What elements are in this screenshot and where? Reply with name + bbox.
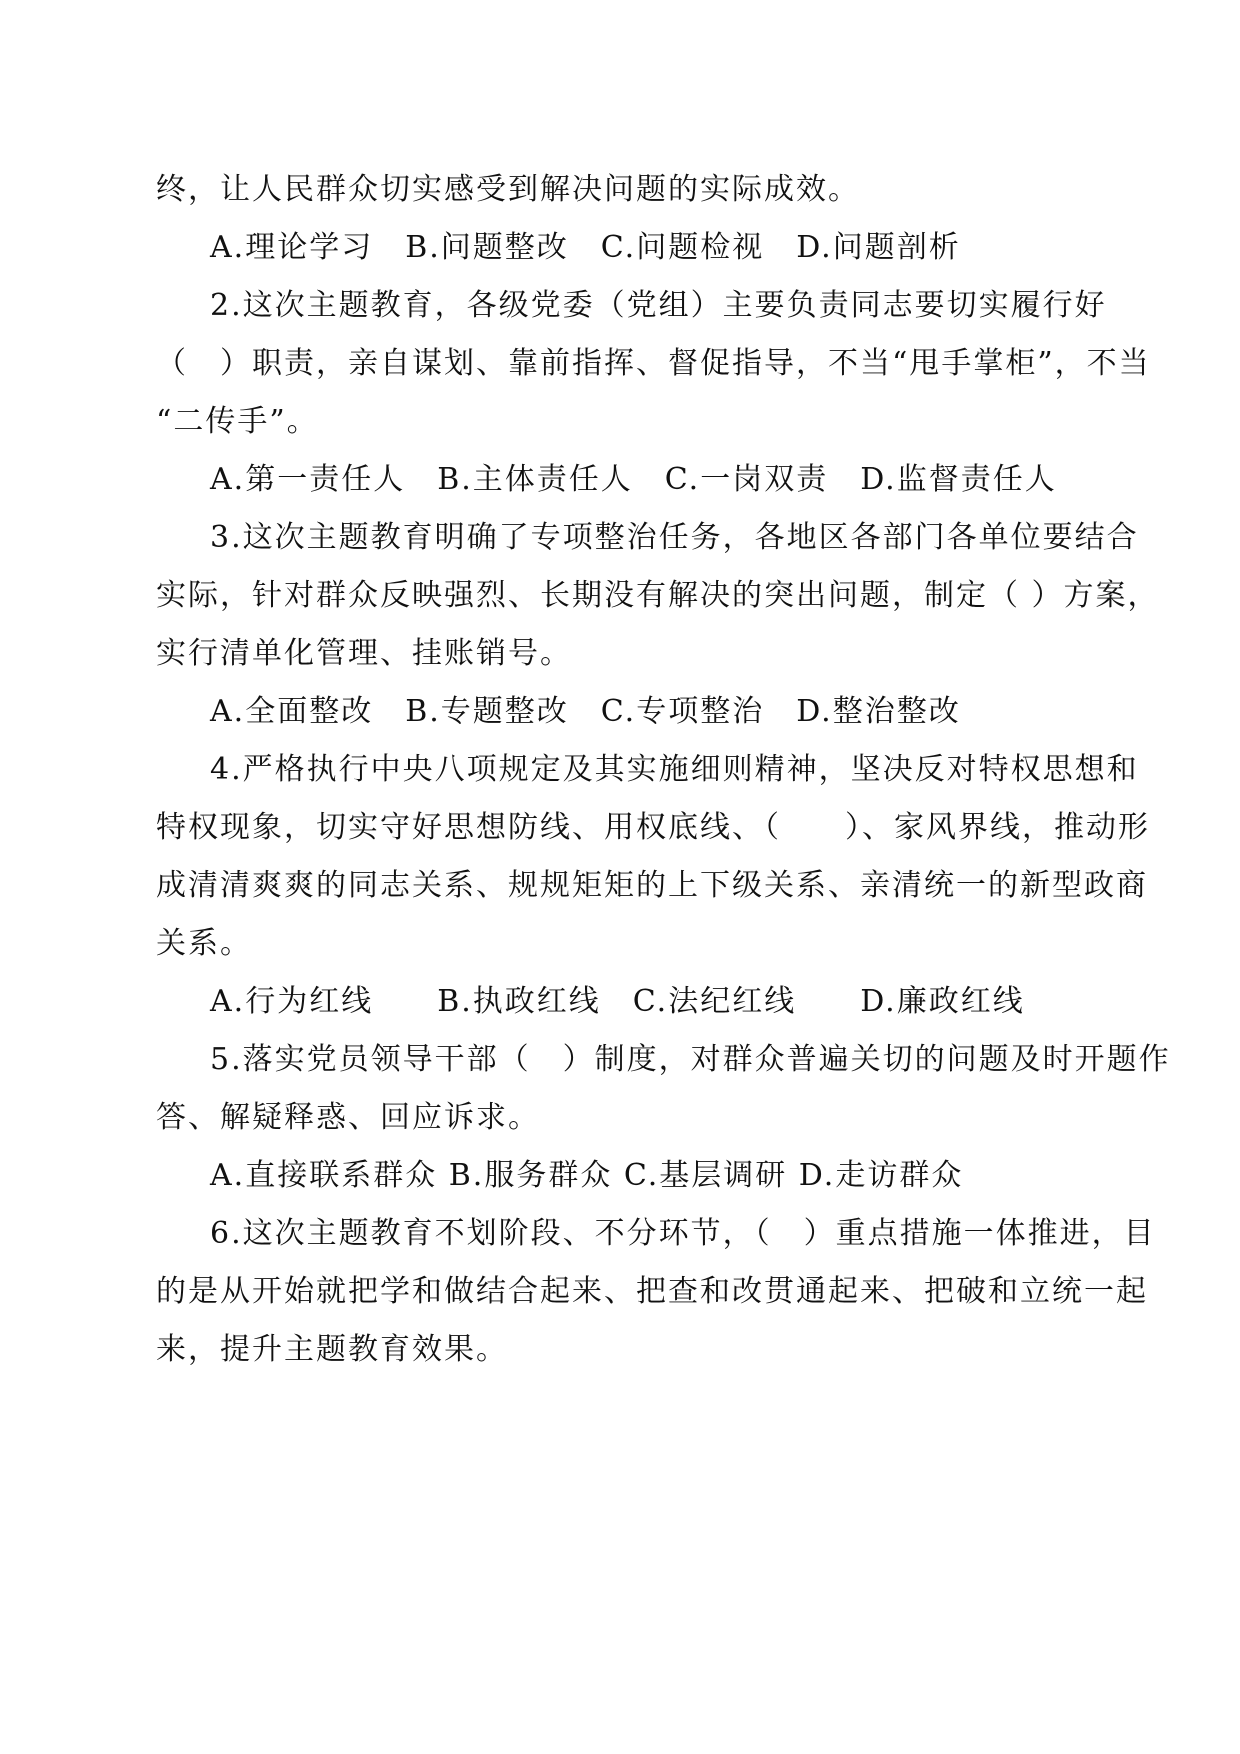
question-6-stem: 的是从开始就把学和做结合起来、把查和改贯通起来、把破和立统一起 [156,1274,1148,1309]
question-3-stem: 3.这次主题教育明确了专项整治任务，各地区各部门各单位要结合 [210,520,1139,555]
question-2-stem: “二传手”。 [156,404,319,439]
question-4-options: A.行为红线 B.执政红线 C.法纪红线 D.廉政红线 [210,984,1025,1019]
question-6-stem: 来，提升主题教育效果。 [156,1332,508,1367]
question-5-stem: 答、解疑释惑、回应诉求。 [156,1100,540,1135]
question-4-stem: 成清清爽爽的同志关系、规规矩矩的上下级关系、亲清统一的新型政商 [156,868,1148,903]
question-1-options: A.理论学习 B.问题整改 C.问题检视 D.问题剖析 [210,230,961,265]
question-2-options: A.第一责任人 B.主体责任人 C.一岗双责 D.监督责任人 [210,462,1057,497]
question-4-stem: 特权现象，切实守好思想防线、用权底线、（ ）、家风界线，推动形 [156,810,1150,845]
question-4-stem: 4.严格执行中央八项规定及其实施细则精神，坚决反对特权思想和 [210,752,1139,787]
question-3-options: A.全面整改 B.专题整改 C.专项整治 D.整治整改 [210,694,961,729]
question-4-stem: 关系。 [156,926,252,961]
question-3-stem: 实行清单化管理、挂账销号。 [156,636,572,671]
question-2-stem: （ ）职责，亲自谋划、靠前指挥、督促指导，不当“甩手掌柜”，不当 [156,346,1151,381]
text-line: 终，让人民群众切实感受到解决问题的实际成效。 [156,172,860,207]
question-5-stem: 5.落实党员领导干部（ ）制度，对群众普遍关切的问题及时开题作 [210,1042,1171,1077]
question-6-stem: 6.这次主题教育不划阶段、不分环节，（ ）重点措施一体推进，目 [210,1216,1156,1251]
question-3-stem: 实际，针对群众反映强烈、长期没有解决的突出问题，制定（ ）方案， [156,578,1160,613]
question-2-stem: 2.这次主题教育，各级党委（党组）主要负责同志要切实履行好 [210,288,1107,323]
question-5-options: A.直接联系群众 B.服务群众 C.基层调研 D.走访群众 [210,1158,964,1193]
